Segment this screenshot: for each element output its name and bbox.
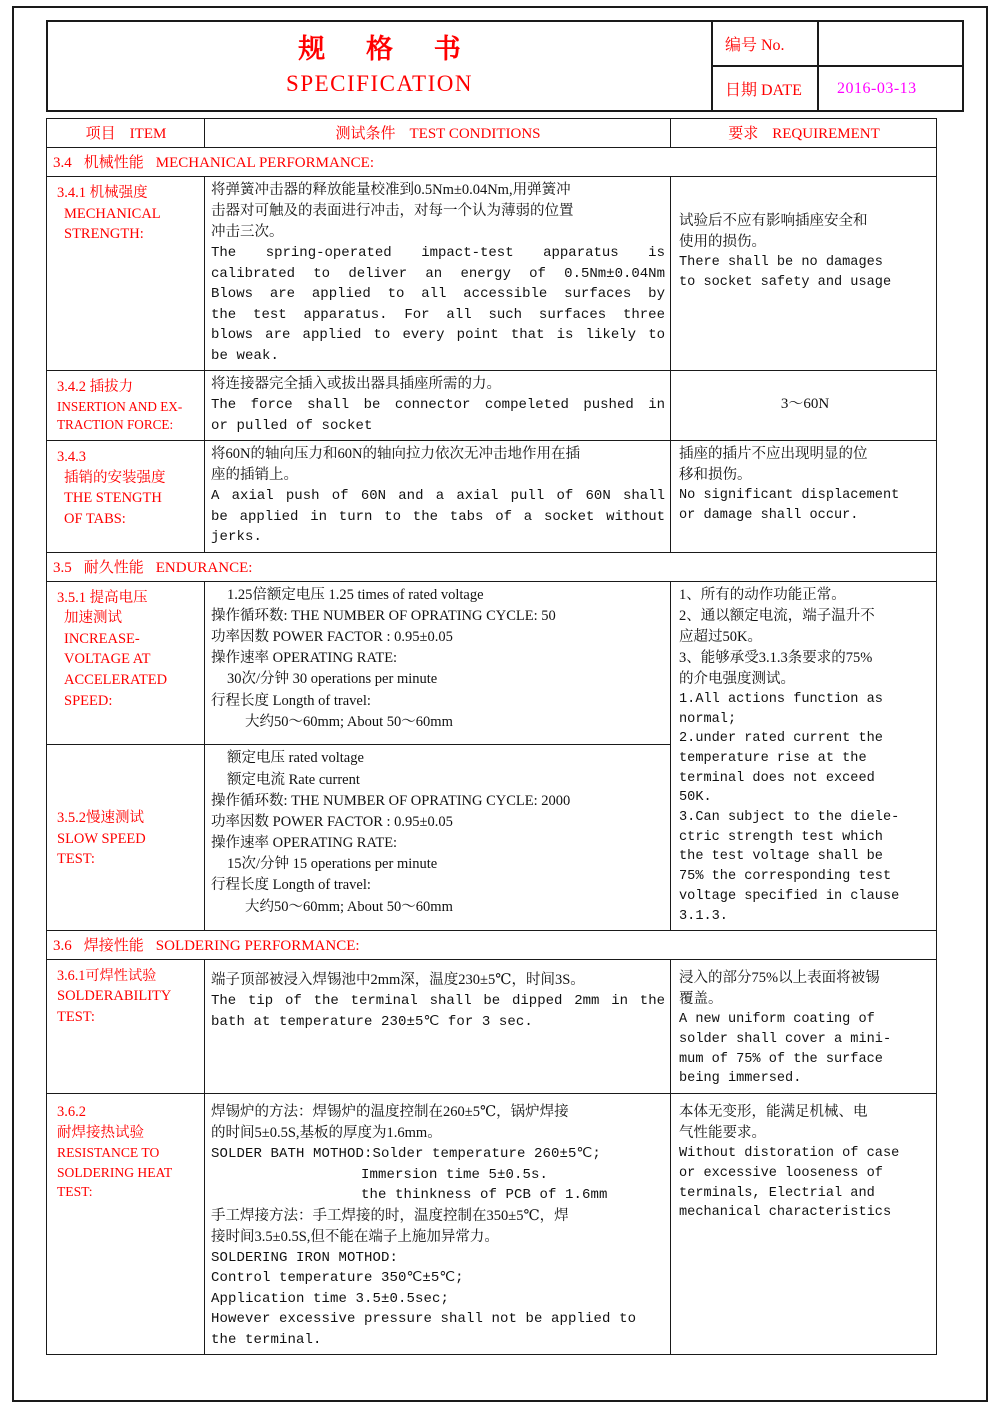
column-header-conditions-en: TEST CONDITIONS xyxy=(409,126,541,142)
item-3-6-1 xyxy=(47,960,205,1094)
item-3-5-1-line-3: VOLTAGE AT xyxy=(64,651,151,668)
item-3-5-1-line-1: 加速测试 xyxy=(64,610,122,627)
cond-3-4-1-line-3: The spring-operated impact-test apparatus is xyxy=(211,245,665,262)
cond-3-4-2-line-0: 将连接器完全插入或拔出器具插座所需的力。 xyxy=(211,376,501,393)
item-3-6-2-line-0: 3.6.2 xyxy=(57,1104,86,1121)
doc-date-value[interactable]: 2016-03-13 xyxy=(837,79,917,97)
item-3-5-1-line-0: 3.5.1 提高电压 xyxy=(57,589,148,606)
item-3-4-2-line-1: INSERTION AND EX- xyxy=(57,398,183,414)
cond-3-4-1-line-1: 击器对可触及的表面进行冲击，对每一个认为薄弱的位置 xyxy=(211,203,574,220)
cond-3-5-1-line-4: 30次/分钟 30 operations per minute xyxy=(227,671,438,688)
conditions-3-5-2 xyxy=(205,745,671,931)
cond-3-5-1-line-5: 行程长度 Longth of travel: xyxy=(211,692,371,709)
cond-3-5-2-line-1: 额定电流 Rate current xyxy=(227,771,360,788)
req-3-4-3-line-2: No significant displacement xyxy=(679,488,900,504)
requirement-3-4-1 xyxy=(671,177,937,371)
req-3-6-1-line-4: mum of 75% of the surface xyxy=(679,1051,883,1067)
section-3-6-cn: 焊接性能 xyxy=(83,938,144,955)
cond-3-4-1-line-5: Blows are applied to all accessible surfaces by xyxy=(211,286,665,303)
cond-3-6-2-line-7: SOLDERING IRON MOTHOD: xyxy=(211,1250,399,1267)
req-3-5-line-3: 3、能够承受3.1.3条要求的75% xyxy=(679,649,873,666)
req-3-5-line-11: 3.Can subject to the diele- xyxy=(679,810,900,826)
doc-number-row xyxy=(713,22,962,67)
requirement-3-6-2 xyxy=(671,1094,937,1355)
cond-3-6-1-line-1: The tip of the terminal shall be dipped 2mm in the xyxy=(211,993,665,1010)
req-3-6-2-line-0: 本体无变形，能满足机械、电 xyxy=(679,1104,868,1121)
req-3-4-3-line-0: 插座的插片不应出现明显的位 xyxy=(679,446,868,463)
item-3-4-3-line-1: 插销的安装强度 xyxy=(64,469,166,486)
cond-3-5-1-line-1: 操作循环数: THE NUMBER OF OPRATING CYCLE: 50 xyxy=(211,607,556,624)
table-header-row xyxy=(47,119,937,148)
cond-3-4-3-line-3: be applied in turn to the tabs of a socket without xyxy=(211,508,665,525)
item-3-4-1-line-2: STRENGTH: xyxy=(64,226,144,243)
section-band-3-5 xyxy=(47,552,937,581)
doc-number-label: 编号 No. xyxy=(713,22,819,65)
item-3-5-1-line-4: ACCELERATED xyxy=(64,672,168,689)
section-band-3-4-cell xyxy=(47,148,937,177)
table-row-3-5-1 xyxy=(47,581,937,745)
cond-3-4-3-line-4: jerks. xyxy=(211,529,263,546)
conditions-3-4-1 xyxy=(205,177,671,371)
req-3-5-line-16: 3.1.3. xyxy=(679,908,728,924)
conditions-3-4-3 xyxy=(205,441,671,553)
req-3-5-line-6: normal; xyxy=(679,711,737,727)
item-3-5-1-line-5: SPEED: xyxy=(64,692,113,709)
req-3-6-1-line-2: A new uniform coating of xyxy=(679,1012,875,1028)
item-3-6-2-line-1: 耐焊接热试验 xyxy=(57,1124,144,1141)
requirement-3-4-2: 3～60N xyxy=(671,371,937,441)
column-header-item-en: ITEM xyxy=(129,126,167,142)
item-3-6-2-line-4: TEST: xyxy=(57,1183,93,1199)
section-band-3-6 xyxy=(47,931,937,960)
column-header-requirement xyxy=(671,119,937,148)
cond-3-4-3-line-0: 将60N的轴向压力和60N的轴向拉力依次无冲击地作用在插 xyxy=(211,446,580,463)
cond-3-6-2-line-11: the terminal. xyxy=(211,1331,322,1348)
cond-3-5-2-line-0: 额定电压 rated voltage xyxy=(227,750,364,767)
title-chinese: 规 格 书 xyxy=(298,34,478,65)
req-3-5-line-1: 2、通以额定电流，端子温升不 xyxy=(679,607,875,624)
item-3-4-3-line-0: 3.4.3 xyxy=(57,449,86,466)
req-3-4-1-line-2: There shall be no damages xyxy=(679,255,883,271)
cond-3-6-2-line-1: 的时间5±0.5S,基板的厚度为1.6mm。 xyxy=(211,1125,442,1142)
section-3-4-cn: 机械性能 xyxy=(83,155,144,171)
section-3-5-cn: 耐久性能 xyxy=(83,559,144,576)
item-3-5-2-line-0: 3.5.2慢速测试 xyxy=(57,809,144,826)
req-3-6-1-line-1: 覆盖。 xyxy=(679,991,723,1008)
page-content xyxy=(18,10,982,1396)
req-3-5-line-13: the test voltage shall be xyxy=(679,849,883,865)
item-3-6-1-line-1: SOLDERABILITY xyxy=(57,988,172,1005)
cond-3-5-1-line-6: 大约50～60mm; About 50～60mm xyxy=(245,713,453,730)
cond-3-6-2-line-0: 焊锡炉的方法：焊锡炉的温度控制在260±5℃，锅炉焊接 xyxy=(211,1104,569,1121)
req-3-6-2-line-4: terminals, Electrial and xyxy=(679,1185,875,1201)
conditions-3-5-1 xyxy=(205,581,671,745)
cond-3-6-2-line-2: SOLDER BATH MOTHOD:Solder temperature 260±5℃; xyxy=(211,1146,601,1163)
item-3-4-2 xyxy=(47,371,205,441)
column-header-item-cn: 项目 xyxy=(85,126,116,142)
table-row-3-4-3 xyxy=(47,441,937,553)
cond-3-4-2-line-2: or pulled of socket xyxy=(211,417,373,434)
table-row-3-4-2 xyxy=(47,371,937,441)
table-row-3-6-1 xyxy=(47,960,937,1094)
req-3-6-2-line-5: mechanical characteristics xyxy=(679,1205,892,1221)
req-3-6-2-line-1: 气性能要求。 xyxy=(679,1125,766,1142)
doc-date-label: 日期 DATE xyxy=(713,67,819,110)
cond-3-4-1-line-2: 冲击三次。 xyxy=(211,224,284,241)
item-3-6-1-line-2: TEST: xyxy=(57,1009,95,1025)
item-3-5-1 xyxy=(47,581,205,745)
document-header xyxy=(46,20,964,112)
item-3-6-1-line-0: 3.6.1可焊性试验 xyxy=(57,968,157,985)
req-3-5-line-7: 2.under rated current the xyxy=(679,731,883,747)
cond-3-6-2-line-3: Immersion time 5±0.5s. xyxy=(361,1166,549,1183)
section-band-3-6-cell xyxy=(47,931,937,960)
section-3-4-num: 3.4 xyxy=(53,155,72,171)
cond-3-6-2-line-9: Application time 3.5±0.5sec; xyxy=(211,1290,450,1307)
cond-3-5-1-line-3: 操作速率 OPERATING RATE: xyxy=(211,650,398,667)
item-3-6-2-line-3: SOLDERING HEAT xyxy=(57,1164,173,1180)
section-3-4-en: MECHANICAL PERFORMANCE: xyxy=(155,155,374,171)
cond-3-5-2-line-5: 15次/分钟 15 operations per minute xyxy=(227,856,438,873)
cond-3-6-1-line-0: 端子顶部被浸入焊锡池中2mm深，温度230±5℃，时间3S。 xyxy=(211,972,585,989)
req-3-4-1-line-3: to socket safety and usage xyxy=(679,274,892,290)
cond-3-6-2-line-5: 手工焊接方法：手工焊接的时，温度控制在350±5℃，焊 xyxy=(211,1207,569,1224)
item-3-4-3-line-3: OF TABS: xyxy=(64,510,126,527)
header-meta-block xyxy=(713,22,962,110)
doc-date-row xyxy=(713,67,962,110)
req-3-4-3-line-1: 移和损伤。 xyxy=(679,467,752,484)
item-3-5-2-line-1: SLOW SPEED xyxy=(57,830,146,847)
column-header-requirement-cn: 要求 xyxy=(728,126,759,142)
cond-3-4-2-line-1: The force shall be connector compeleted pushed in xyxy=(211,397,665,414)
req-3-6-1-line-0: 浸入的部分75%以上表面将被锡 xyxy=(679,970,880,987)
req-3-5-line-10: 50K. xyxy=(679,790,712,806)
column-header-requirement-en: REQUIREMENT xyxy=(772,126,880,142)
conditions-3-6-1 xyxy=(205,960,671,1094)
cond-3-4-1-line-6: the test apparatus. For all such surfaces three xyxy=(211,306,665,323)
req-3-5-line-14: 75% the corresponding test xyxy=(679,869,892,885)
req-3-4-3-line-3: or damage shall occur. xyxy=(679,507,859,523)
column-header-conditions xyxy=(205,119,671,148)
req-3-5-line-0: 1、所有的动作功能正常。 xyxy=(679,586,846,603)
conditions-3-4-2 xyxy=(205,371,671,441)
table-row-3-6-2 xyxy=(47,1094,937,1355)
req-3-5-line-9: terminal does not exceed xyxy=(679,770,875,786)
req-3-4-1-line-0: 试验后不应有影响插座安全和 xyxy=(679,213,868,229)
title-english: SPECIFICATION xyxy=(286,70,473,96)
item-3-4-1-line-0: 3.4.1 机械强度 xyxy=(57,185,148,201)
item-3-4-1 xyxy=(47,177,205,371)
req-3-5-line-5: 1.All actions function as xyxy=(679,691,883,707)
cond-3-4-1-line-0: 将弹簧冲击器的释放能量校准到0.5Nm±0.04Nm,用弹簧冲 xyxy=(211,182,571,198)
section-3-6-num: 3.6 xyxy=(53,938,72,955)
item-3-6-2 xyxy=(47,1094,205,1355)
item-3-5-2 xyxy=(47,745,205,931)
section-band-3-5-cell xyxy=(47,552,937,581)
requirement-3-5 xyxy=(671,581,937,931)
item-3-4-1-line-1: MECHANICAL xyxy=(64,205,161,222)
cond-3-4-1-line-7: blows are applied to every point that is likely to xyxy=(211,327,665,344)
item-3-4-3 xyxy=(47,441,205,553)
req-3-5-line-4: 的介电强度测试。 xyxy=(679,670,795,687)
requirement-3-6-1 xyxy=(671,960,937,1094)
cond-3-4-3-line-1: 座的插销上。 xyxy=(211,467,298,484)
item-3-4-2-line-0: 3.4.2 插拔力 xyxy=(57,379,134,396)
cond-3-6-2-line-6: 接时间3.5±0.5S,但不能在端子上施加异常力。 xyxy=(211,1228,499,1245)
cond-3-5-2-line-4: 操作速率 OPERATING RATE: xyxy=(211,835,398,852)
cond-3-5-2-line-7: 大约50～60mm; About 50～60mm xyxy=(245,898,453,915)
item-3-4-2-line-2: TRACTION FORCE: xyxy=(57,417,174,433)
req-3-6-1-line-5: being immersed. xyxy=(679,1071,802,1087)
cond-3-5-2-line-3: 功率因数 POWER FACTOR : 0.95±0.05 xyxy=(211,813,453,830)
item-3-5-2-line-2: TEST: xyxy=(57,851,95,868)
cond-3-5-1-line-0: 1.25倍额定电压 1.25 times of rated voltage xyxy=(227,586,484,603)
column-header-conditions-cn: 测试条件 xyxy=(335,126,396,142)
item-3-5-1-line-2: INCREASE- xyxy=(64,630,140,647)
cond-3-6-2-line-4: the thinkness of PCB of 1.6mm xyxy=(361,1187,608,1204)
cond-3-4-3-line-2: A axial push of 60N and a axial pull of 60N shall xyxy=(211,488,665,505)
conditions-3-6-2 xyxy=(205,1094,671,1355)
item-3-4-3-line-2: THE STENGTH xyxy=(64,490,162,507)
req-3-5-line-15: voltage specified in clause xyxy=(679,888,900,904)
requirement-3-4-3 xyxy=(671,441,937,553)
section-3-5-num: 3.5 xyxy=(53,559,72,576)
table-row-3-4-1 xyxy=(47,177,937,371)
column-header-item xyxy=(47,119,205,148)
item-3-6-2-line-2: RESISTANCE TO xyxy=(57,1145,160,1161)
req-3-5-line-2: 应超过50K。 xyxy=(679,628,762,645)
req-3-6-2-line-2: Without distoration of case xyxy=(679,1146,900,1162)
cond-3-6-1-line-2: bath at temperature 230±5℃ for 3 sec. xyxy=(211,1013,533,1030)
cond-3-4-1-line-8: be weak. xyxy=(211,347,280,364)
cond-3-6-2-line-8: Control temperature 350℃±5℃; xyxy=(211,1270,464,1287)
req-3-6-2-line-3: or excessive looseness of xyxy=(679,1165,883,1181)
req-3-5-line-12: ctric strength test which xyxy=(679,829,883,845)
cond-3-4-1-line-4: calibrated to deliver an energy of 0.5Nm±0.04Nm xyxy=(211,265,665,282)
header-title-block xyxy=(48,22,713,110)
cond-3-5-1-line-2: 功率因数 POWER FACTOR : 0.95±0.05 xyxy=(211,629,453,646)
req-3-4-1-line-1: 使用的损伤。 xyxy=(679,234,766,251)
cond-3-5-2-line-6: 行程长度 Longth of travel: xyxy=(211,877,371,894)
section-band-3-4 xyxy=(47,148,937,177)
section-3-6-en: SOLDERING PERFORMANCE: xyxy=(155,938,360,955)
cond-3-5-2-line-2: 操作循环数: THE NUMBER OF OPRATING CYCLE: 2000 xyxy=(211,792,571,809)
specification-table xyxy=(46,118,937,1355)
cond-3-6-2-line-10: However excessive pressure shall not be applied to xyxy=(211,1311,637,1328)
req-3-6-1-line-3: solder shall cover a mini- xyxy=(679,1032,892,1047)
req-3-5-line-8: temperature rise at the xyxy=(679,750,867,766)
section-3-5-en: ENDURANCE: xyxy=(155,559,253,576)
